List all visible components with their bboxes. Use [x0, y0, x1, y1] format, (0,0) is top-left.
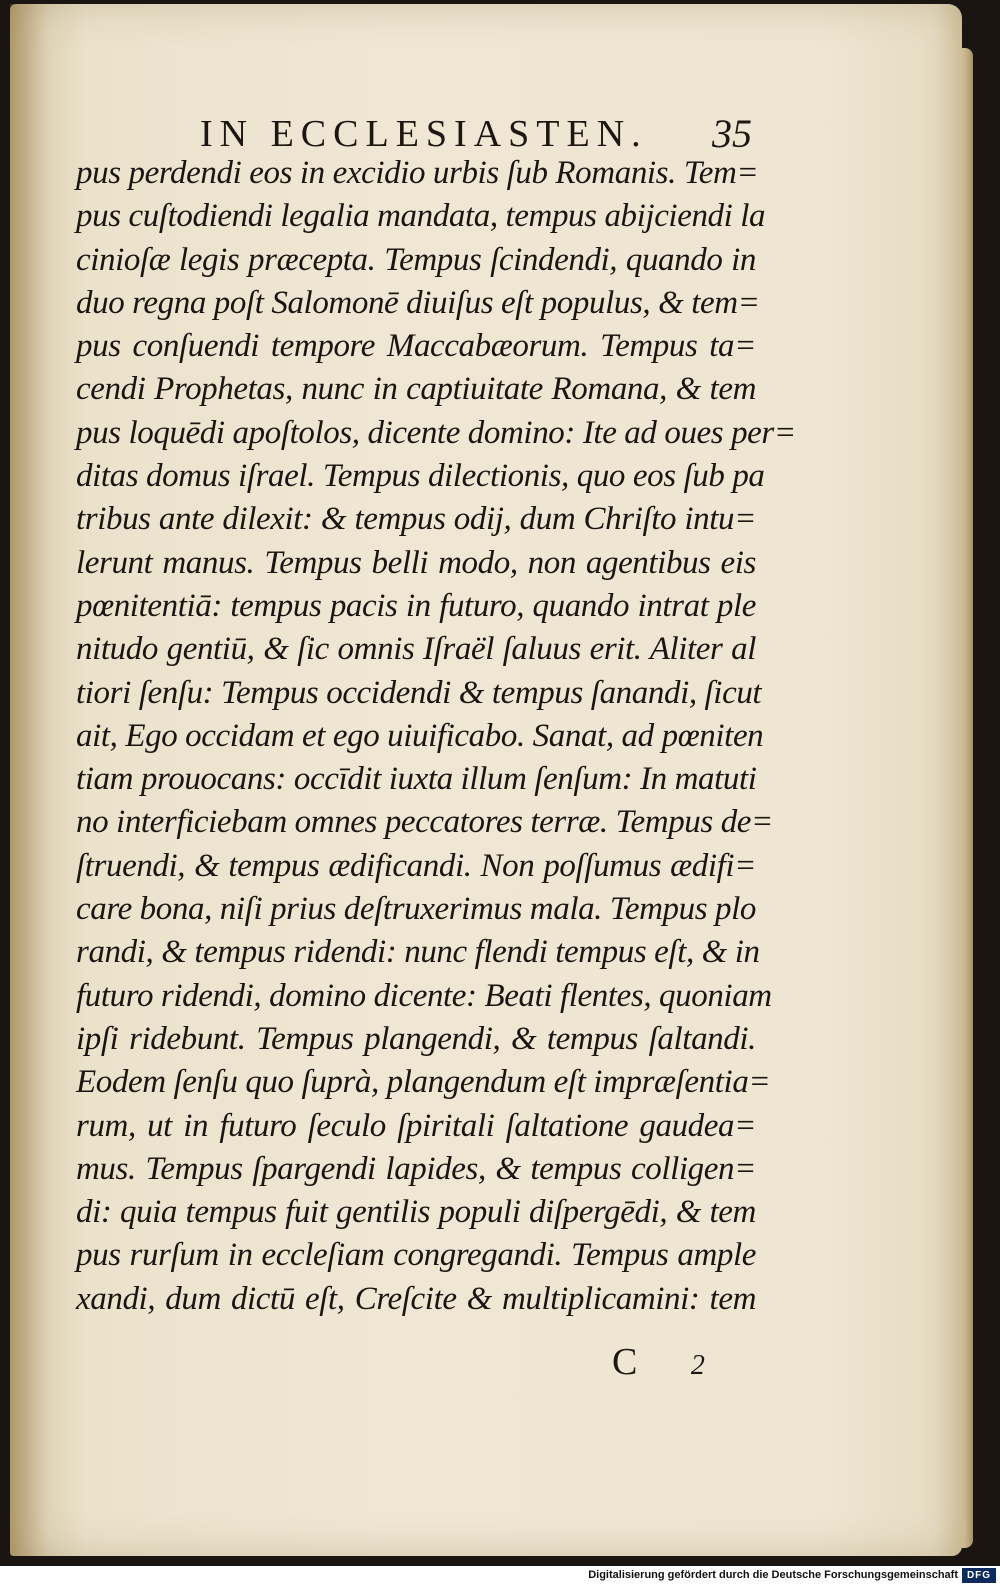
funding-credit: Digitalisierung gefördert durch die Deutsche Forschungsgemeinschaft [588, 1569, 958, 1581]
signature-number: 2 [690, 1350, 705, 1381]
text-line: duo regna poſt Salomonē diuiſus eſt populus, & tem= [76, 284, 760, 321]
text-line: pus conſuendi tempore Maccabæorum. Tempus ta= [76, 328, 756, 365]
page-number: 35 [712, 111, 752, 156]
text-line: tribus ante dilexit: & tempus odij, dum Chriſto intu= [76, 501, 756, 538]
text-line: ipſi ridebunt. Tempus plangendi, & tempus ſaltandi. [76, 1020, 756, 1057]
text-line: mus. Tempus ſpargendi lapides, & tempus colligen= [76, 1150, 756, 1187]
text-line: xandi, dum dictū eſt, Creſcite & multiplicamini: tem [76, 1280, 756, 1317]
text-line: tiam prouocans: occīdit iuxta illum ſenſum: In matuti [76, 761, 757, 798]
gutter-shadow [10, 4, 50, 1556]
text-line: cinioſæ legis præcepta. Tempus ſcindendi, quando in [76, 241, 756, 278]
footer-bar [0, 1566, 1000, 1587]
text-line: tiori ſenſu: Tempus occidendi & tempus ſanandi, ſicut [76, 674, 762, 711]
signature-mark [612, 1340, 705, 1384]
text-line: pus rurſum in eccleſiam congregandi. Tempus ample [76, 1237, 756, 1274]
text-line: ditas domus iſrael. Tempus dilectionis, quo eos ſub pa [76, 458, 765, 495]
text-line: rum, ut in futuro ſeculo ſpiritali ſaltatione gaudea= [76, 1107, 756, 1144]
text-line: Eodem ſenſu quo ſuprà, plangendum eſt impræſentia= [76, 1064, 771, 1101]
running-head: IN ECCLESIASTEN. [200, 113, 648, 155]
text-line: ait, Ego occidam et ego uiuificabo. Sanat, ad pœniten [76, 717, 764, 754]
text-line: lerunt manus. Tempus belli modo, non agentibus eis [76, 544, 756, 581]
text-line: care bona, niſi prius deſtruxerimus mala. Tempus plo [76, 891, 756, 928]
body-text [76, 150, 796, 1319]
text-line: futuro ridendi, domino dicente: Beati flentes, quoniam [76, 977, 772, 1014]
text-line: nitudo gentiū, & ſic omnis Iſraël ſaluus erit. Aliter al [76, 631, 756, 668]
text-line: cendi Prophetas, nunc in captiuitate Romana, & tem [76, 371, 756, 408]
text-line: pus cuſtodiendi legalia mandata, tempus abijciendi la [76, 198, 766, 235]
text-line: no interficiebam omnes peccatores terræ. Tempus de= [76, 804, 773, 841]
text-line: pœnitentiā: tempus pacis in futuro, quando intrat ple [76, 587, 756, 624]
text-line: ſtruendi, & tempus ædificandi. Non poſſumus ædifi= [76, 847, 756, 884]
signature-letter: C [612, 1341, 638, 1383]
text-line: randi, & tempus ridendi: nunc flendi tempus eſt, & in [76, 934, 760, 971]
text-line: pus loquēdi apoſtolos, dicente domino: Ite ad oues per= [76, 414, 796, 451]
dfg-logo-icon: DFG [962, 1568, 996, 1583]
text-line: di: quia tempus fuit gentilis populi diſpergēdi, & tem [76, 1194, 756, 1231]
text-line: pus perdendi eos in excidio urbis ſub Romanis. Tem= [76, 155, 759, 191]
